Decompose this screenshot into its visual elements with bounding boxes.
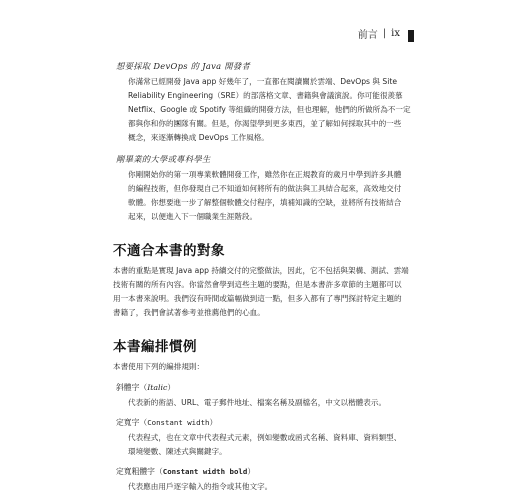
section-name: 前言	[357, 30, 378, 41]
audience-item	[113, 153, 418, 224]
text-line: 你剛開始你的第一項專業軟體開發工作，雖然你在正規教育的歲月中學到許多具體	[128, 170, 402, 179]
audience-term: 想要採取 DevOps 的 Java 開發者	[116, 61, 251, 71]
convention-item	[113, 382, 418, 410]
audience-description	[128, 75, 418, 145]
text-line: 環境變數、陳述式與關鍵字。	[128, 447, 227, 456]
text-line: 用一本書來說明。我們沒有時間或篇幅做到這一點，但多入都有了專門探討特定主題的	[113, 294, 402, 303]
page-content	[113, 60, 418, 496]
text-line: 技術有關的所有內容。你當然會學到這些主題的要點，但是本書許多章節的主題都可以	[113, 280, 402, 289]
header-separator: |	[382, 28, 387, 39]
convention-description: 代表應由用戶逐字輸入的指令或其他文字。	[128, 482, 273, 491]
italic-sample: Italic	[147, 383, 168, 392]
convention-term: 斜體字（Italic）	[116, 383, 176, 392]
section-heading-conventions: 本書編排慣例	[113, 339, 197, 355]
text-line: 的編程技術，但你發現自己不知道如何將所有的做法與工具結合起來，高效地交付	[128, 184, 402, 193]
convention-item	[113, 466, 418, 494]
not-for-paragraph	[113, 264, 418, 320]
convention-term: 定寬粗體字（Constant width bold）	[116, 467, 256, 476]
text-line: 軟體。你想要進一步了解整個軟體交付程序，填補知識的空缺，並將所有技術結合	[128, 198, 402, 207]
text-line: 書籍了，我們會試著參考並推薦他們的心血。	[113, 308, 265, 317]
text-line: 你滿常已經開發 Java app 好幾年了，一直都在閱讀關於雲端、DevOps 與 Site	[128, 77, 397, 86]
convention-term: 定寬字（Constant width）	[116, 418, 218, 427]
section-heading-not-for: 不適合本書的對象	[113, 243, 225, 259]
text-line: 概念，來逐漸轉換成 DevOps 工作風格。	[128, 133, 269, 142]
page-number: ix	[391, 28, 400, 39]
monospace-bold-sample: Constant width bold	[162, 467, 248, 476]
running-head	[358, 26, 414, 41]
convention-item	[113, 417, 418, 459]
audience-item	[113, 60, 418, 145]
convention-description: 代表新的術語、URL、電子郵件地址、檔案名稱及副檔名，中文以楷體表示。	[128, 398, 387, 407]
text-line: 代表程式，也在文章中代表程式元素，例如變數或函式名稱、資料庫、資料類型、	[128, 433, 402, 442]
text-line: 本書的重點是實現 Java app 持續交付的完整做法，因此，它不包括與架構、測試、雲端	[113, 266, 409, 275]
conventions-intro: 本書使用下列的編排規則：	[113, 362, 205, 371]
text-line: 起來，以便進入下一個職業生涯階段。	[128, 212, 258, 221]
audience-term: 剛畢業的大學或專科學生	[116, 154, 211, 164]
text-line: Reliability Engineering（SRE）的部落格文章、書籍與會議演說。你可能很羨慕	[128, 91, 403, 100]
thumb-tab-marker	[408, 30, 414, 42]
monospace-sample: Constant width	[147, 418, 210, 427]
text-line: Netflix、Google 或 Spotify 等組織的開發方法，但也理解，他們的所做所為不一定	[128, 105, 411, 114]
text-line: 都與你和你的團隊有關。但是，你渴望學到更多東西，並了解如何採取其中的一些	[128, 119, 402, 128]
convention-description	[128, 431, 418, 459]
audience-description	[128, 168, 418, 224]
